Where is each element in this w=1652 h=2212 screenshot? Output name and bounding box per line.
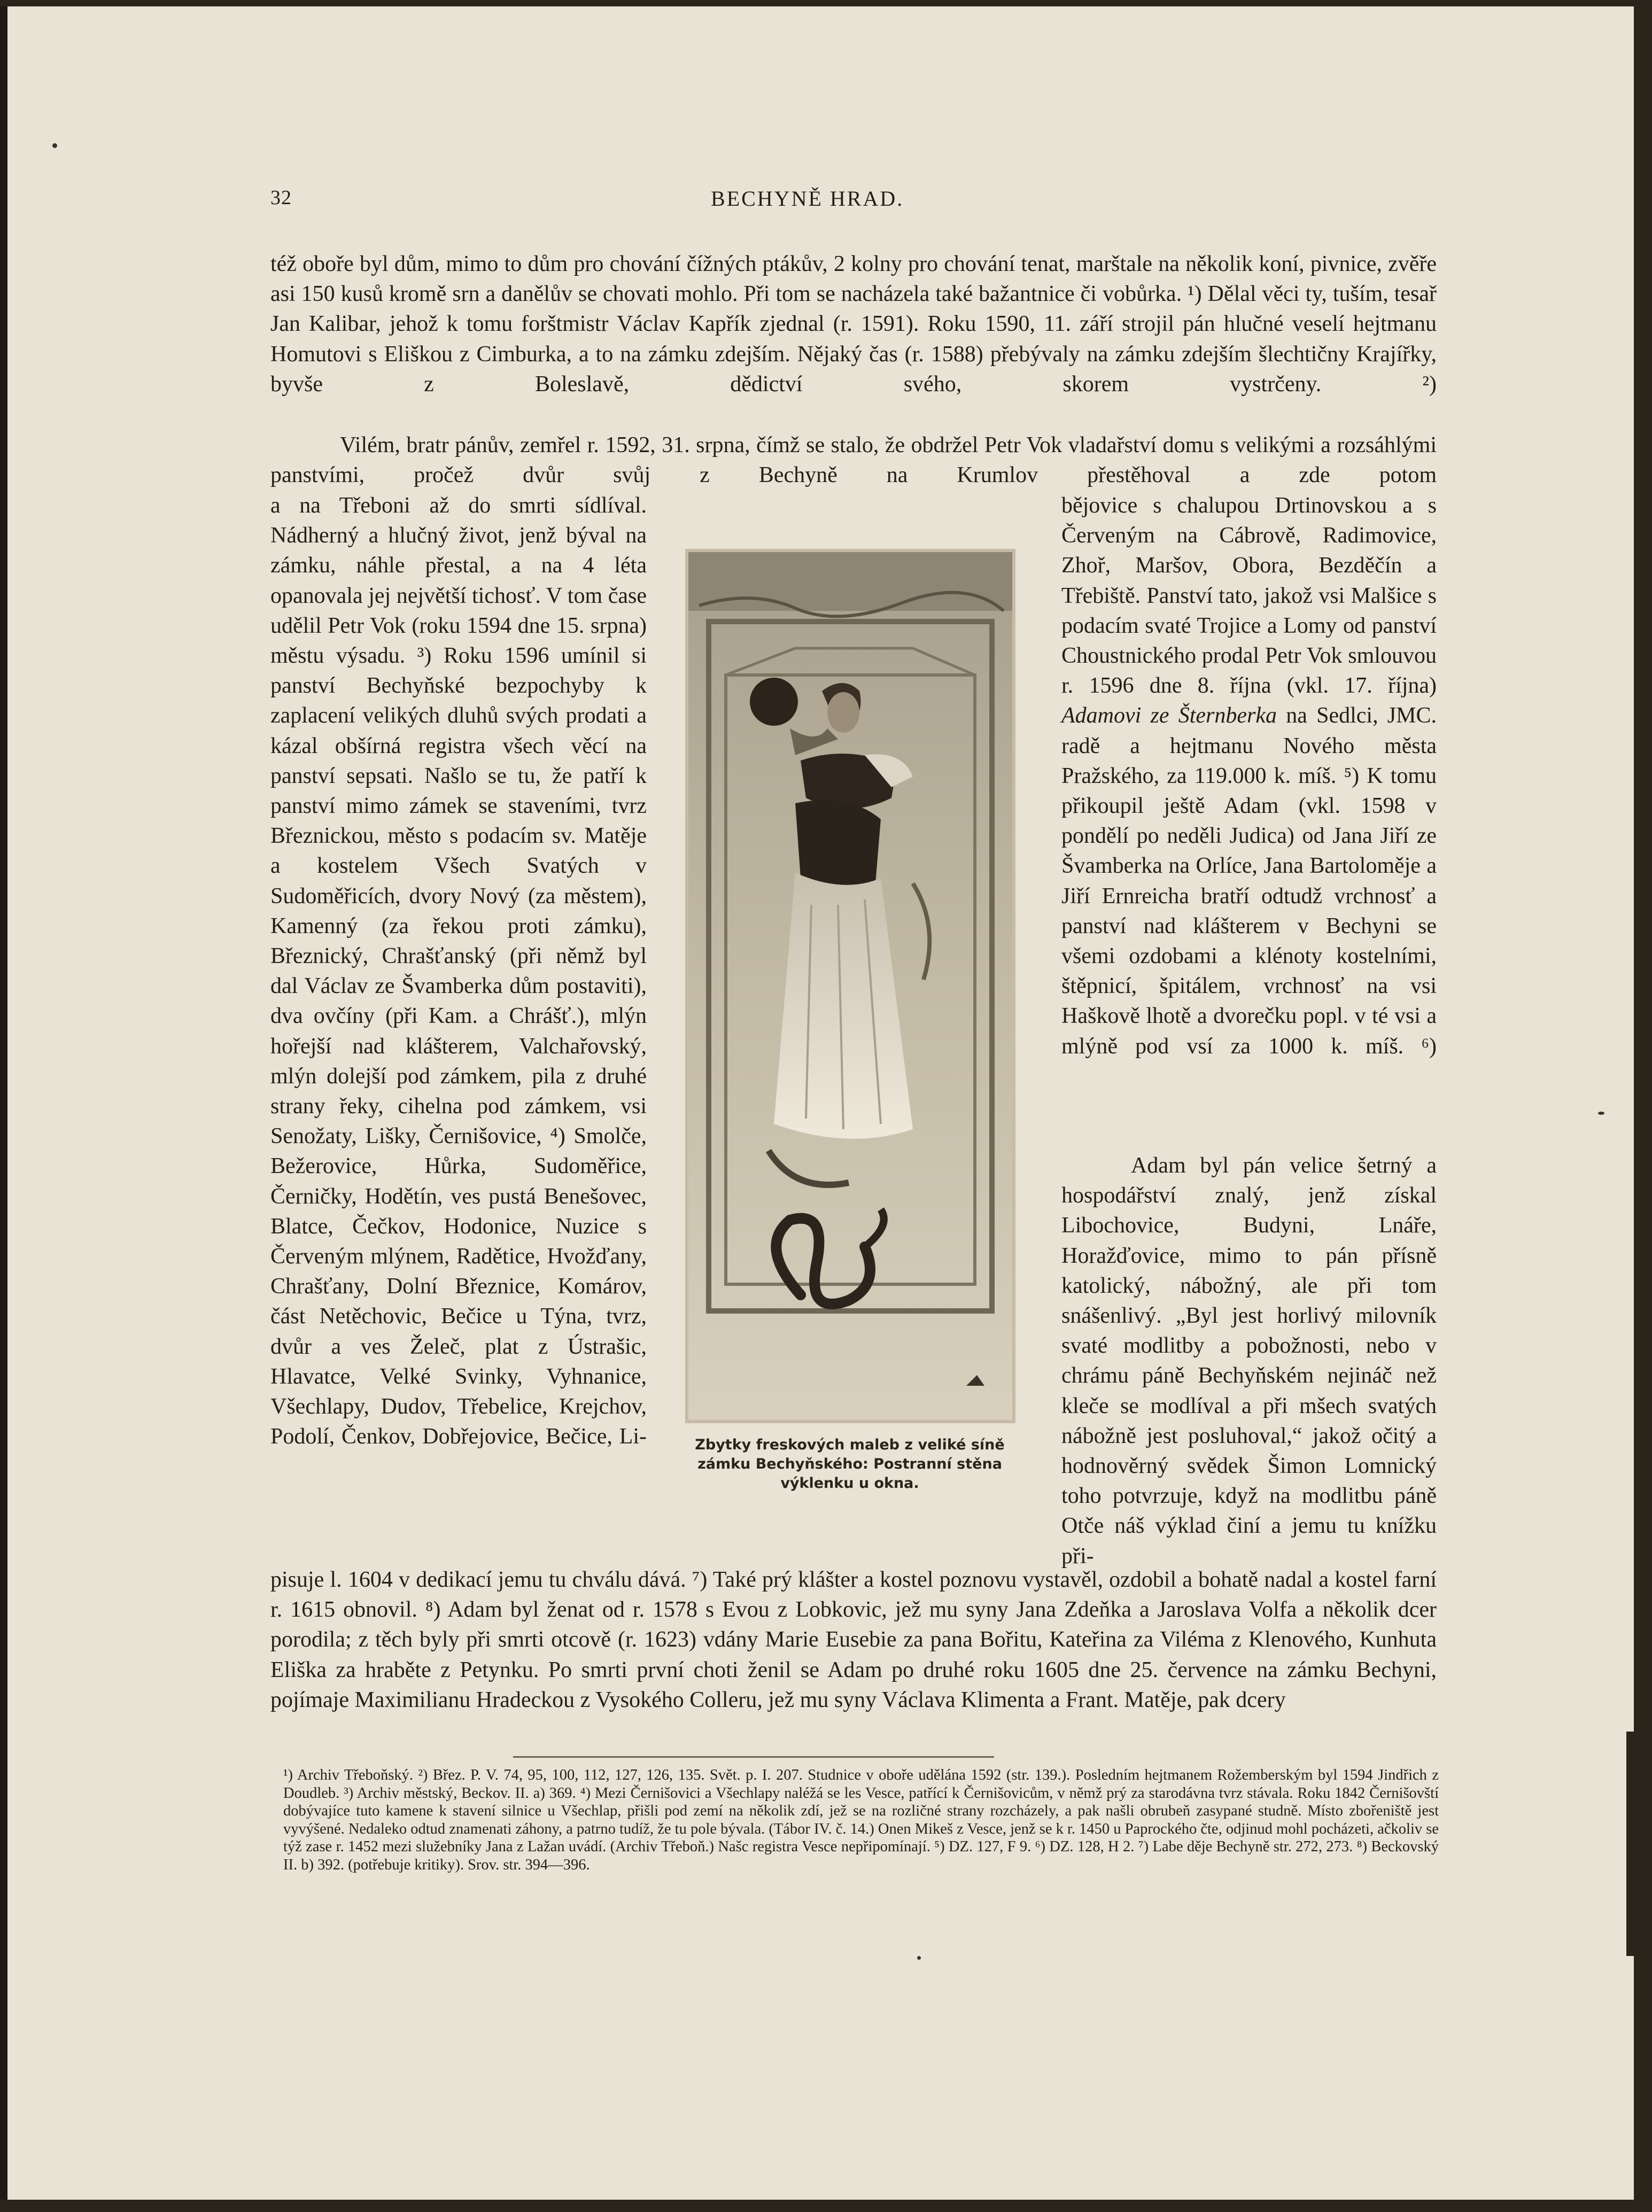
scan-edge-mark	[1626, 1732, 1634, 1956]
footnote-rule	[513, 1756, 994, 1758]
dust-speck	[917, 1956, 921, 1960]
dust-speck	[1598, 1112, 1604, 1115]
dust-speck	[52, 143, 57, 148]
paragraph-full-width-2: Vilém, bratr pánův, zemřel r. 1592, 31. srpna, čímž se stalo, že obdržel Petr Vok vladařství domu s velikými a rozsáhlými panstvími, pročež dvůr svůj z Bechyně na Krumlov přestěhoval a zde potom	[270, 433, 1437, 488]
scan-edge-bottom	[0, 2200, 1652, 2212]
figure-caption: Zbytky freskových maleb z veliké síně zámku Bechyňského: Postranní stěna výklenku u okna.	[695, 1437, 1005, 1492]
paragraph-full-width-1: též oboře byl dům, mimo to dům pro chování čížných ptákův, 2 kolny pro chování tenat, marštale na několik koní, pivnice, zvěře asi 150 kusů kromě srn a danělův se chovati mohlo. Při tom se nacházela také bažantnice či vobůrka. ¹) Dělal věci ty, tuším, tesař Jan Kalibar, jehož k tomu forštmistr Václav Kapřík zjednal (r. 1591). Roku 1590, 11. září strojil pán hlučné veselí hejtmanu Homutovi s Eliškou z Cimburka, a to na zámku zdejším. Nějaký čas (r. 1588) přebývaly na zámku zdejším šlechtičny Krajířky, byvše z Boleslavě, dědictví svého, skorem vystrčeny. ²)	[270, 252, 1437, 397]
right-column-italic-name: Adamovi ze Šternberka	[1061, 703, 1277, 728]
paragraph-full-width-3: pisuje l. 1604 v dedikací jemu tu chválu dává. ⁷) Také prý klášter a kostel poznovu vystavěl, ozdobil a bohatě nadal a kostel farní r. 1615 obnovil. ⁸) Adam byl ženat od r. 1578 s Evou z Lobkovic, jež mu syny Jana Zdeňka a Jaroslava Volfa a několik dcer porodila; z těch byly při smrti otcově (r. 1623) vdány Marie Eusebie za pana Bořitu, Kateřina za Viléma z Klenového, Kunhuta Eliška za hraběte z Petynku. Po smrti první choti ženil se Adam po druhé roku 1605 dne 25. července na zámku Bechyni, pojímaje Maximilianu Hradeckou z Vysokého Colleru, jež mu syny Václava Klimenta a Frant. Matěje, pak dcery	[270, 1567, 1437, 1712]
scan-edge-right	[1634, 0, 1652, 2212]
right-column-text: bějovice s chalupou Drtinovskou a s Červeným na Cábrově, Radimovice, Zhoř, Maršov, Obora, Bezděčín a Třebiště. Panství tato, jakož vsi Malšice s podacím svaté Trojice a Lomy od panství Choustnického prodal Petr Vok smlouvou r. 1596 dne 8. října (vkl. 17. října)	[1061, 493, 1437, 698]
running-title: BECHYNĚ HRAD.	[711, 187, 904, 211]
page-number: 32	[270, 187, 292, 209]
fresco-illustration	[685, 549, 1015, 1423]
left-column-text: a na Třeboni až do smrti sídlíval. Nádherný a hlučný život, jenž býval na zámku, náhle přestal, a na 4 léta opanovala jej největší tichosť. V tom čase udělil Petr Vok (roku 1594 dne 15. srpna) městu výsadu. ³) Roku 1596 umínil si panství Bechyňské bezpochyby k zaplacení velikých dluhů svých prodati a kázal obšírná registra všech věcí na panství sepsati. Našlo se tu, že patří k panství mimo zámek se staveními, tvrz Březnickou, město s podacím sv. Matěje a kostelem Všech Svatých v Sudoměřicích, dvory Nový (za městem), Kamenný (za řekou proti zámku), Březnický, Chrašťanský (při němž byl dal Václav ze Švamberka dům postaviti), dva ovčíny (při Kam. a Chrášť.), mlýn hořejší nad klášterem, Valchařovský, mlýn dolejší pod zámkem, pila z druhé strany řeky, cihelna pod zámkem, vsi Senožaty, Lišky, Černišovice, ⁴) Smolče, Bežerovice, Hůrka, Sudoměřice, Černičky, Hodětín, ves pustá Benešovec, Blatce, Čečkov, Hodonice, Nuzice s Červeným mlýnem, Radětice, Hvožďany, Chrašťany, Dolní Březnice, Komárov, část Netěchovic, Bečice u Týna, tvrz, dvůr a ves Želeč, plat z Ústrašic, Hlavatce, Velké Svinky, Vyhnanice, Všechlapy, Dudov, Třebelice, Krejchov, Podolí, Čenkov, Dobřejovice, Bečice, Li-	[270, 493, 647, 1449]
fresco-painting-image	[688, 552, 1012, 1420]
scan-edge-left	[0, 0, 7, 2212]
right-column-text-cont: na Sedlci, JMC. radě a hejtmanu Nového města Pražského, za 119.000 k. míš. ⁵) K tomu přikoupil ještě Adam (vkl. 1598 v pondělí po neděli Judica) od Jana Jiří ze Švamberka na Orlíce, Jana Bartoloměje a Jiří Ernreicha bratří odtudž vrchnosť a panství nad klášterem v Bechyni se všemi ozdobami a klénoty kostelními, štěpnicí, špitálem, vrchnosť na vsi Haškově lhotě a dvorečku popl. v té vsi a mlýně pod vsí za 1000 k. míš. ⁶)	[1061, 703, 1437, 1059]
scan-edge-top	[0, 0, 1652, 6]
right-column-text-block	[1061, 491, 1437, 1061]
footnotes: ¹) Archiv Třeboňský. ²) Břez. P. V. 74, 95, 100, 112, 127, 126, 135. Svět. p. I. 207. Studnice v oboře udělána 1592 (str. 139.). Posledním hejtmanem Rožemberským byl 1594 Jindřich z Doudleb. ³) Archiv městský, Beckov. II. a) 369. ⁴) Mezi Černišovici a Všechlapy naléžá se les Vesce, patřící k Černišovicům, v němž prý za starodávna tvrz stávala. Roku 1842 Černišovští dobývajíce tuto kamene k stavení silnice u Všechlap, přišli pod zemí na několik zdí, jež se na rozličné strany rozcházely, a pak našli obrubeň zasypané studně. Místo zbořeniště jest vyvýšené. Nedaleko odtud znamenati záhony, a patrno tudíž, že tu pole bývala. (Tábor IV. č. 14.) Onen Mikeš z Vesce, jenž se k r. 1450 u Paprockého čte, odjinud mohl pocházeti, ačkoliv se týž zase r. 1452 mezi služebníky Jana z Lažan uvádí. (Archiv Třeboň.) Našc registra Vesce nepřipomínají. ⁵) DZ. 127, F 9. ⁶) DZ. 128, H 2. ⁷) Labe děje Bechyně str. 272, 273. ⁸) Beckovský II. b) 392. (potřebuje kritiky). Srov. str. 394—396.	[283, 1767, 1439, 1873]
right-column-paragraph: Adam byl pán velice šetrný a hospodářství znalý, jenž získal Libochovice, Budyni, Lnáře, Horažďovice, mimo to pán přísně katolický, nábožný, ale při tom snášenlivý. „Byl jest horlivý milovník svaté modlitby a pobožnosti, nebo v chrámu páně Bechyňském nejináč než kleče se modlíval a při mšech svatých nábožně jest posluhoval,“ jakož očitý a hodnověrný svědek Šimon Lomnický toho potvrzuje, když na modlitbu páně Otče náš výklad činí a jemu tu knížku při-	[1061, 1153, 1437, 1569]
